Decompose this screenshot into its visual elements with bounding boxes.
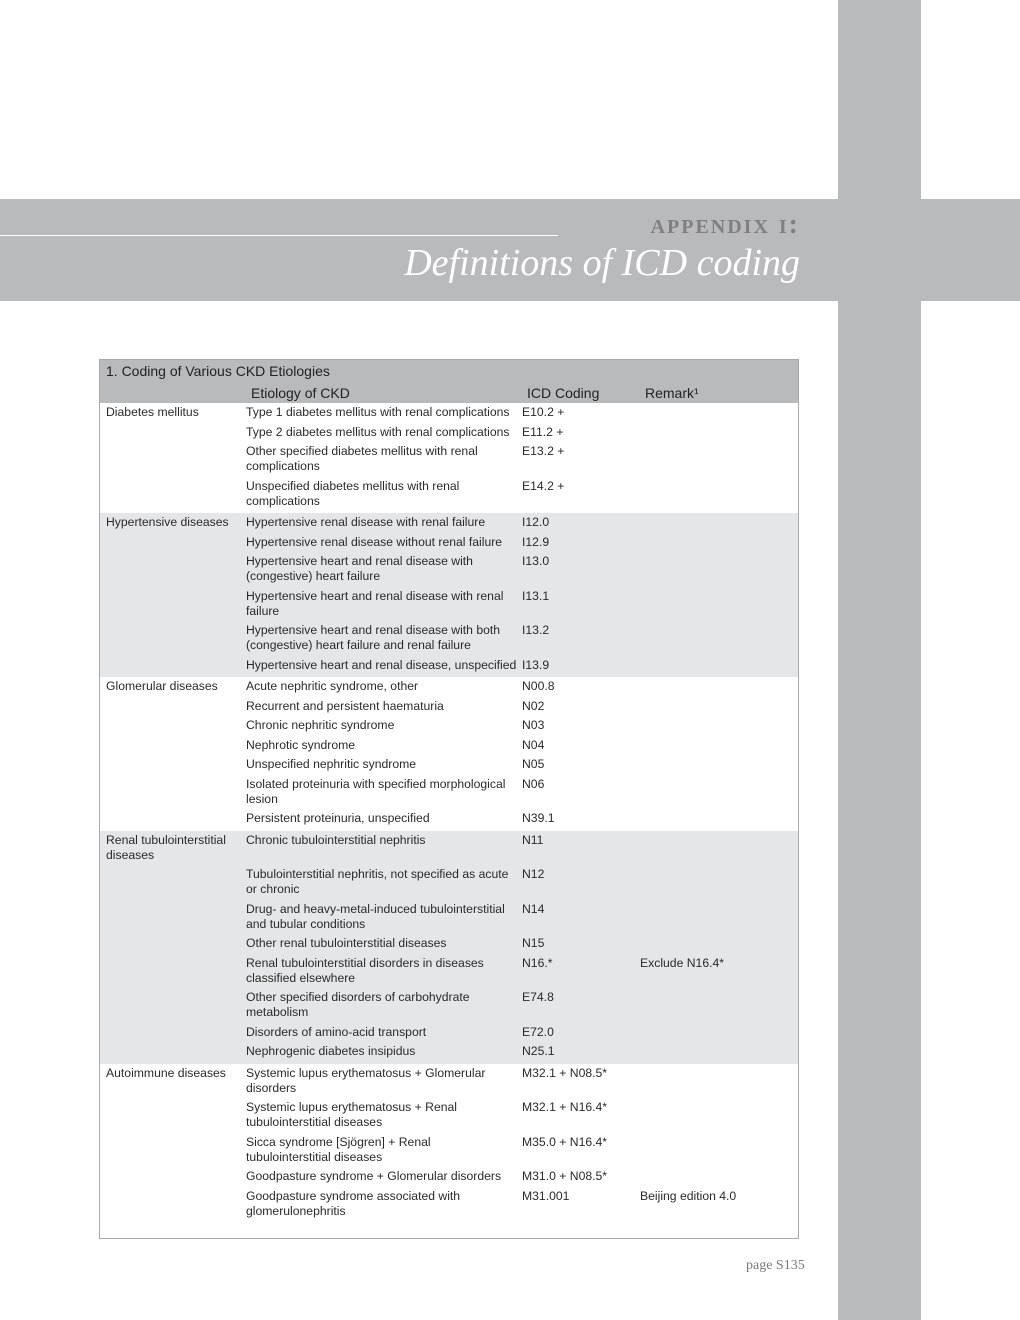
- etiology-cell: Hypertensive heart and renal disease with renal failure: [246, 588, 504, 618]
- icd-code-cell: I13.2: [522, 623, 550, 637]
- etiology-cell: Chronic nephritic syndrome: [246, 718, 395, 732]
- etiology-cell: Disorders of amino-acid transport: [246, 1024, 427, 1039]
- icd-code-cell: M31.0 + N08.5*: [522, 1169, 608, 1183]
- etiology-cell: Other specified disorders of carbohydrate metabolism: [246, 990, 470, 1019]
- remark-cell: [640, 1025, 798, 1040]
- icd-code-cell: N05: [522, 757, 545, 771]
- table-row: [100, 1044, 798, 1064]
- icd-code-cell: M35.0 + N16.4*: [522, 1134, 608, 1149]
- table-row: [100, 956, 798, 991]
- remark-cell: [640, 479, 798, 509]
- icd-code-cell: E10.2 +: [522, 405, 565, 419]
- icd-code-cell: N16.*: [522, 955, 553, 970]
- category-cell: Glomerular diseases: [106, 679, 218, 693]
- appendix-subtitle: Definitions of ICD coding: [404, 242, 800, 284]
- category-cell: [100, 811, 246, 826]
- icd-code-cell: N06: [522, 776, 545, 791]
- icd-code-cell: M32.1 + N08.5*: [522, 1065, 608, 1080]
- icd-code-cell: N02: [522, 698, 545, 713]
- icd-code-cell: M31.001: [522, 1188, 570, 1203]
- remark-cell: [640, 867, 798, 897]
- table-row: [100, 535, 798, 555]
- category-cell: [100, 554, 246, 584]
- remark-cell: [640, 554, 798, 584]
- icd-code-cell: N12: [522, 867, 545, 881]
- category-cell: Renal tubulointerstitial diseases: [106, 832, 226, 862]
- table-row: [100, 738, 798, 758]
- category-cell: [100, 1135, 246, 1165]
- side-decorative-bar: [838, 0, 921, 1320]
- table-title: 1. Coding of Various CKD Etiologies: [106, 363, 330, 379]
- icd-code-cell: M32.1 + N16.4*: [522, 1100, 608, 1114]
- icd-code-cell: I12.0: [522, 515, 550, 529]
- category-cell: [100, 990, 246, 1020]
- table-row: [100, 1135, 798, 1170]
- remark-cell: Exclude N16.4*: [640, 955, 725, 970]
- appendix-banner: [0, 199, 1020, 301]
- table-row: [100, 718, 798, 738]
- table-row: [100, 677, 798, 699]
- remark-cell: [640, 425, 798, 440]
- icd-code-cell: E74.8: [522, 990, 554, 1004]
- icd-code-cell: N39.1: [522, 811, 555, 825]
- category-cell: [100, 658, 246, 673]
- category-group: [100, 677, 798, 831]
- remark-cell: [640, 902, 798, 932]
- icd-code-cell: E13.2 +: [522, 444, 565, 458]
- remark-cell: [640, 1066, 798, 1096]
- etiology-cell: Type 2 diabetes mellitus with renal complications: [246, 424, 510, 439]
- table-row: [100, 811, 798, 831]
- remark-cell: [640, 699, 798, 714]
- category-cell: [100, 699, 246, 714]
- table-row: [100, 623, 798, 658]
- table-row: [100, 777, 798, 812]
- etiology-cell: Hypertensive heart and renal disease, unspecified: [246, 657, 517, 672]
- table-row: [100, 479, 798, 514]
- column-header-etiology: Etiology of CKD: [251, 385, 350, 401]
- column-header-icd: ICD Coding: [527, 385, 600, 401]
- etiology-cell: Systemic lupus erythematosus + Glomerular disorders: [246, 1065, 486, 1095]
- table-row: [100, 867, 798, 902]
- etiology-cell: Goodpasture syndrome associated with glomerulonephritis: [246, 1188, 461, 1218]
- category-group: [100, 403, 798, 513]
- icd-code-cell: I12.9: [522, 534, 550, 549]
- remark-cell: [640, 515, 798, 530]
- table-row: [100, 990, 798, 1025]
- etiology-cell: Hypertensive renal disease with renal failure: [246, 515, 486, 529]
- column-header-remark: Remark¹: [645, 385, 699, 401]
- etiology-cell: Isolated proteinuria with specified morphological lesion: [246, 776, 506, 806]
- icd-code-cell: I13.1: [522, 588, 550, 603]
- etiology-cell: Sicca syndrome [Sjögren] + Renal tubulointerstitial diseases: [246, 1134, 431, 1164]
- etiology-cell: Hypertensive renal disease without renal failure: [246, 534, 503, 549]
- icd-code-cell: N11: [522, 832, 544, 847]
- category-group: [100, 513, 798, 677]
- category-cell: [100, 479, 246, 509]
- category-cell: [100, 777, 246, 807]
- etiology-cell: Renal tubulointerstitial disorders in diseases classified elsewhere: [246, 955, 484, 985]
- table-row: [100, 554, 798, 589]
- remark-cell: [640, 679, 798, 694]
- icd-code-cell: N00.8: [522, 679, 555, 693]
- icd-code-cell: I13.9: [522, 657, 550, 672]
- etiology-cell: Other specified diabetes mellitus with renal complications: [246, 444, 478, 473]
- category-cell: [100, 867, 246, 897]
- category-cell: [100, 589, 246, 619]
- icd-code-cell: N15: [522, 936, 545, 950]
- icd-code-cell: I13.0: [522, 554, 550, 568]
- category-cell: [100, 738, 246, 753]
- etiology-cell: Acute nephritic syndrome, other: [246, 679, 419, 693]
- banner-rule: [0, 235, 558, 236]
- table-row: [100, 403, 798, 425]
- table-row: [100, 1025, 798, 1045]
- category-group: [100, 1064, 798, 1224]
- remark-cell: [640, 405, 798, 420]
- table-row: [100, 1169, 798, 1189]
- table-body: [100, 403, 798, 1223]
- etiology-cell: Systemic lupus erythematosus + Renal tubulointerstitial diseases: [246, 1100, 458, 1129]
- icd-code-cell: N25.1: [522, 1044, 555, 1058]
- category-cell: [100, 757, 246, 772]
- etiology-cell: Persistent proteinuria, unspecified: [246, 811, 430, 825]
- icd-code-cell: E14.2 +: [522, 478, 565, 493]
- remark-cell: [640, 535, 798, 550]
- icd-code-cell: N03: [522, 718, 545, 732]
- icd-code-cell: E11.2 +: [522, 424, 564, 439]
- remark-cell: [640, 811, 798, 826]
- category-cell: [100, 1044, 246, 1059]
- category-cell: [100, 718, 246, 733]
- remark-cell: [640, 1135, 798, 1165]
- icd-code-cell: N04: [522, 737, 545, 752]
- category-cell: [100, 902, 246, 932]
- icd-coding-table: [99, 359, 799, 1239]
- table-row: [100, 444, 798, 479]
- table-row: [100, 1189, 798, 1224]
- category-cell: [100, 1189, 246, 1219]
- icd-code-cell: N14: [522, 901, 545, 916]
- etiology-cell: Drug- and heavy-metal-induced tubulointerstitial and tubular conditions: [246, 901, 505, 931]
- table-header: [100, 360, 798, 403]
- remark-cell: [640, 623, 798, 653]
- category-cell: Hypertensive diseases: [106, 515, 229, 529]
- etiology-cell: Other renal tubulointerstitial diseases: [246, 936, 447, 950]
- remark-cell: [640, 777, 798, 807]
- category-cell: [100, 1169, 246, 1184]
- etiology-cell: Nephrotic syndrome: [246, 737, 356, 752]
- remark-cell: [640, 1169, 798, 1184]
- remark-cell: [640, 718, 798, 733]
- category-cell: [100, 1025, 246, 1040]
- category-cell: [100, 936, 246, 951]
- table-row: [100, 513, 798, 535]
- category-cell: [100, 425, 246, 440]
- remark-cell: [640, 757, 798, 772]
- etiology-cell: Unspecified diabetes mellitus with renal complications: [246, 478, 460, 508]
- remark-cell: Beijing edition 4.0: [640, 1188, 737, 1203]
- icd-code-cell: E72.0: [522, 1024, 554, 1039]
- etiology-cell: Goodpasture syndrome + Glomerular disorders: [246, 1169, 502, 1183]
- remark-cell: [640, 833, 798, 863]
- table-row: [100, 902, 798, 937]
- category-cell: [100, 623, 246, 653]
- category-group: [100, 831, 798, 1064]
- remark-cell: [640, 589, 798, 619]
- remark-cell: [640, 1100, 798, 1130]
- etiology-cell: Hypertensive heart and renal disease with both (congestive) heart failure and renal failure: [246, 623, 501, 652]
- category-cell: [100, 444, 246, 474]
- appendix-title: appendix i:: [650, 209, 800, 240]
- etiology-cell: Type 1 diabetes mellitus with renal complications: [246, 405, 510, 419]
- remark-cell: [640, 658, 798, 673]
- table-row: [100, 831, 798, 868]
- category-cell: Autoimmune diseases: [106, 1065, 226, 1080]
- remark-cell: [640, 1044, 798, 1059]
- table-row: [100, 757, 798, 777]
- table-row: [100, 936, 798, 956]
- page-number: page S135: [746, 1258, 805, 1273]
- table-row: [100, 1100, 798, 1135]
- remark-cell: [640, 936, 798, 951]
- category-cell: [100, 535, 246, 550]
- category-cell: [100, 956, 246, 986]
- etiology-cell: Unspecified nephritic syndrome: [246, 757, 417, 771]
- table-row: [100, 1064, 798, 1101]
- table-row: [100, 658, 798, 678]
- etiology-cell: Nephrogenic diabetes insipidus: [246, 1044, 416, 1058]
- table-row: [100, 589, 798, 624]
- etiology-cell: Tubulointerstitial nephritis, not specified as acute or chronic: [246, 867, 509, 896]
- table-row: [100, 699, 798, 719]
- remark-cell: [640, 738, 798, 753]
- etiology-cell: Recurrent and persistent haematuria: [246, 698, 444, 713]
- etiology-cell: Hypertensive heart and renal disease with (congestive) heart failure: [246, 554, 473, 583]
- table-row: [100, 425, 798, 445]
- category-cell: [100, 1100, 246, 1130]
- etiology-cell: Chronic tubulointerstitial nephritis: [246, 832, 426, 847]
- category-cell: Diabetes mellitus: [106, 405, 199, 419]
- remark-cell: [640, 990, 798, 1020]
- remark-cell: [640, 444, 798, 474]
